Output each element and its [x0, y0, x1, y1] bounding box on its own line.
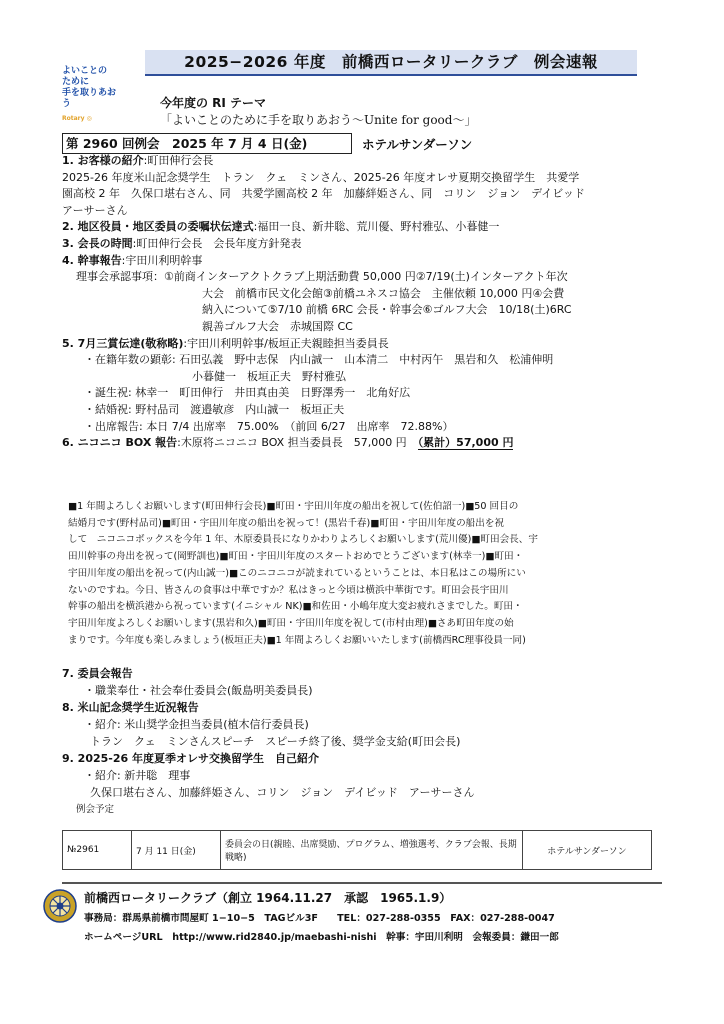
section-title: 9. 2025-26 年度夏季オレサ交換留学生 自己紹介 — [62, 752, 319, 765]
footer-office: 事務局：群馬県前橋市問屋町 1−10−5 TAGビル3F TEL：027-288-0355 FAX：027-288-0047 — [84, 913, 555, 924]
logo-line: 手を取りあおう — [62, 88, 117, 109]
table-row — [63, 831, 652, 870]
section-title: 6. ニコニコ BOX 報告 — [62, 436, 178, 450]
section-title: 4. 幹事報告 — [62, 253, 122, 267]
section-title: 7. 委員会報告 — [62, 667, 133, 680]
footer-club: 前橋西ロータリークラブ（創立 1964.11.27 承認 1965.1.9） — [84, 891, 452, 905]
schedule-no: №2961 — [63, 831, 132, 870]
nikoniko-line: 田川幹事の舟出を祝って(岡野訓也)■町田・宇田川年度のスタートおめでとうございます(林幸一)■町田・ — [68, 551, 524, 563]
theme-heading: 今年度の RI テーマ — [160, 96, 267, 110]
schedule-venue: ホテルサンダーソン — [523, 831, 652, 870]
secretary-line: 納入について⑤7/10 前橋 6RC 会長・幹事会⑥ゴルフ大会 10/18(土)6RC — [202, 303, 572, 317]
footer-divider — [62, 882, 662, 884]
secretary-line: 親善ゴルフ大会 赤城国際 CC — [202, 319, 353, 333]
nikoniko-line: 結婚月です(野村品司)■町田・宇田川年度の船出を祝って！(黒岩千春)■町田・宇田川年度の船出を祝 — [68, 517, 505, 529]
guest-line: 2025-26 年度米山記念奨学生 トラン クェ ミンさん、2025-26 年度オレサ夏期交換留学生 共愛学 — [62, 170, 580, 184]
section-title: 2. 地区役員・地区委員の委嘱状伝達式 — [62, 220, 254, 234]
nikoniko-line: ないのですね。今日、皆さんの食事は中華ですか？私はきっと今頃は横浜中華街です。町田会長宇田川 — [68, 584, 509, 596]
guest-line: 園高校 2 年 久保口堪右さん、同 共愛学園高校 2 年 加藤絆姫さん、同 コリン ジョン デイビッド — [62, 187, 585, 201]
logo-line: ために — [62, 77, 90, 87]
schedule-table — [62, 830, 652, 870]
section-text: :宇田川利明幹事 — [121, 253, 203, 267]
secretary-line: 理事会承認事項：①前商インターアクトクラブ上期活動費 50,000 円②7/19(土)インターアクト年次 — [76, 270, 568, 284]
report-body-lower — [62, 665, 662, 818]
section-text: :町田伸行会長 — [143, 154, 214, 167]
nikoniko-line: まりです。今年度も楽しみましょう(板垣正夫)■1 年間よろしくお願いいたします(前橋西RC理事役員一同) — [68, 634, 526, 646]
schedule-label: 例会予定 — [76, 804, 115, 815]
section-title: 3. 会長の時間 — [62, 236, 133, 250]
section-title: 8. 米山記念奨学生近況報告 — [62, 701, 199, 714]
schedule-desc: 委員会の日(親睦、出席奨励、プログラム、増強選考、クラブ会報、長期戦略) — [221, 831, 523, 870]
logo-rotary-mark: Rotary ◎ — [62, 115, 92, 122]
award-line: ・結婚祝: 野村品司 渡邉敏彦 内山誠一 板垣正夫 — [84, 402, 345, 416]
committee-line: ・職業奉仕・社会奉仕委員会(飯島明美委員長) — [84, 684, 313, 697]
attendance-line: ・出席報告: 本日 7/4 出席率 75.00% （前回 6/27 出席率 72.88%） — [84, 419, 454, 433]
nikoniko-line: 宇田川年度よろしくお願いします(黒岩和久)■町田・宇田川年度を祝して(市村由理)■さあ町田年度の始 — [68, 617, 514, 629]
scholar-line: トラン クェ ミンさんスピーチ スピーチ終了後、奨学金支給(町田会長) — [90, 735, 461, 748]
section-text: :福田一良、新井聡、荒川優、野村雅弘、小暮健一 — [253, 220, 500, 234]
section-text: :町田伸行会長 会長年度方針発表 — [132, 236, 302, 250]
secretary-line: 大会 前橋市民文化会館③前橋ユネスコ協会 主催依頼 10,000 円④会費 — [202, 286, 565, 300]
nikoniko-line: して ニコニコボックスを今年 1 年、木原委員長になりかわりよろしくお願いします(荒川優)■町田会長、宇 — [68, 534, 538, 546]
award-line: ・在籍年数の顕彰: 石田弘義 野中志保 内山誠一 山本清二 中村丙午 黒岩和久 松浦伸明 — [84, 353, 554, 367]
nikoniko-line: ■1 年間よろしくお願いします(町田伸行会長)■町田・宇田川年度の船出を祝して(佐伯詔一)■50 回目の — [68, 501, 519, 512]
page-title: 2025−2026 年度 前橋西ロータリークラブ 例会速報 — [145, 50, 637, 76]
scholar-line: ・紹介: 米山奨学金担当委員(植木信行委員長) — [84, 718, 309, 731]
nikoniko-line: 幹事の船出を横浜港から祝っています(イニシャル NK)■和佐田・小嶋年度大変お疲れさまでした。町田・ — [68, 601, 523, 613]
guest-line: アーサーさん — [62, 203, 128, 217]
section-title: 1. お客様の紹介 — [62, 154, 144, 167]
meeting-info: 第 2960 回例会 2025 年 7 月 4 日(金) — [62, 133, 352, 154]
exchange-line: 久保口堪右さん、加藤絆姫さん、コリン ジョン デイビッド アーサーさん — [90, 786, 475, 799]
meeting-venue: ホテルサンダーソン — [362, 137, 473, 152]
report-body — [62, 153, 662, 452]
rotary-wheel-icon — [42, 888, 78, 924]
nikoniko-messages — [68, 499, 660, 649]
exchange-line: ・紹介: 新井聡 理事 — [84, 769, 191, 782]
nikoniko-line: 宇田川年度の船出を祝って(内山誠一)■このニコニコが読まれているということは、本日私はこの場所にい — [68, 567, 526, 579]
footer-web: ホームページURL http://www.rid2840.jp/maebashi-nishi 幹事：宇田川利明 会報委員：鎌田一郎 — [84, 932, 559, 943]
box-total: （累計）57,000 円 — [417, 436, 514, 450]
award-line: 小暮健一 板垣正夫 野村雅弘 — [192, 369, 346, 383]
section-text: :宇田川利明幹事/板垣正夫親睦担当委員長 — [183, 336, 389, 350]
theme-text: 「よいことのために手を取りあおう～Unite for good～」 — [160, 113, 477, 127]
rotary-theme-logo — [62, 66, 124, 122]
section-text: :木原将ニコニコ BOX 担当委員長 57,000 円 — [177, 436, 418, 450]
section-title: 5. 7月三賞伝達(敬称略) — [62, 336, 184, 350]
logo-line: よいことの — [62, 66, 108, 76]
award-line: ・誕生祝: 林幸一 町田伸行 井田真由美 日野澤秀一 北角好広 — [84, 386, 411, 400]
schedule-date: 7 月 11 日(金) — [132, 831, 221, 870]
